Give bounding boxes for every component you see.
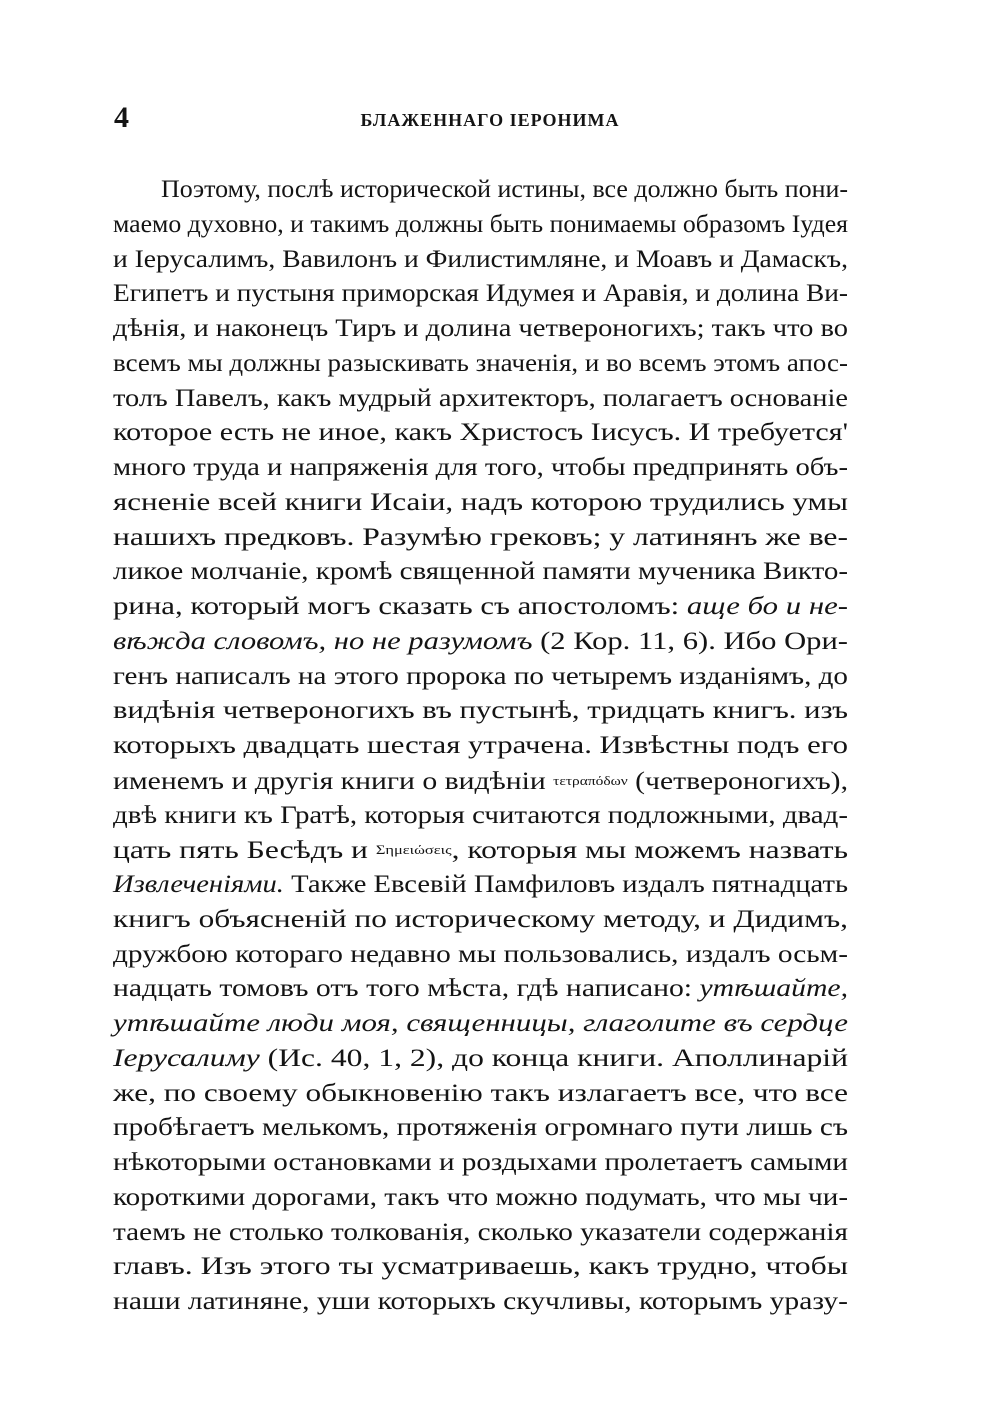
text-segment: Египетъ и пустыня приморская Идумея и Аравія, и долина Ви- (113, 280, 848, 308)
text-line (113, 833, 848, 868)
text-segment: рина, который могъ сказать съ апостоломъ: (113, 593, 687, 620)
text-line (113, 451, 848, 486)
text-segment: Поэтому, послѣ исторической истины, все должно быть пони- (161, 176, 848, 203)
italic-quote: утѣшайте люди моя, священницы, глаголите въ сердце (113, 1010, 848, 1037)
text-segment: маемо духовно, и такимъ должны быть понимаемы образомъ Iудея (113, 210, 849, 238)
text-line (113, 972, 848, 1007)
text-line (113, 277, 848, 312)
text-segment: которыхъ двадцать шестая утрачена. Извѣстны подъ его (113, 732, 848, 759)
text-segment: толъ Павелъ, какъ мудрый архитекторъ, полагаетъ основаніе (113, 384, 848, 412)
text-segment: дѣнія, и наконецъ Тиръ и долина четвероногихъ; такъ что во (113, 315, 848, 342)
text-line (113, 347, 848, 382)
text-segment: же, по своему обыкновенію такъ излагаетъ все, что все (113, 1079, 848, 1107)
text-line (113, 1077, 848, 1112)
text-line (113, 694, 848, 729)
text-segment: (четвероногихъ), (627, 767, 848, 795)
text-segment: всемъ мы должны разыскивать значенія, и во всемъ этомъ апос- (113, 349, 848, 377)
italic-quote: Iерусалиму (113, 1044, 260, 1072)
text-line (113, 590, 848, 625)
text-line (113, 1181, 848, 1216)
text-line (113, 938, 848, 973)
text-segment: цать пять Бесѣдъ и (113, 837, 376, 865)
text-line (113, 486, 848, 521)
italic-quote: утѣшайте, (699, 975, 848, 1003)
text-line (113, 521, 848, 556)
text-segment: именемъ и другія книги о видѣніи (113, 767, 554, 795)
text-segment: (2 Кор. 11, 6). Ибо Ори- (532, 627, 848, 655)
text-segment: которое есть не иное, какъ Христосъ Iисусъ. И требуется' (113, 419, 848, 447)
text-line (113, 799, 848, 834)
text-segment: ликое молчаніе, кромѣ священной памяти мученика Викто- (113, 558, 848, 586)
text-line (113, 660, 848, 695)
text-segment: (Ис. 40, 1, 2), до конца книги. Аполлинарій (259, 1044, 848, 1072)
text-segment: книгъ объясненій по историческому методу, и Дидимъ, (113, 905, 848, 933)
text-line (113, 1111, 848, 1146)
text-segment: таемъ не столько толкованія, сколько указатели содержанія (113, 1218, 848, 1246)
text-line (113, 1250, 848, 1285)
text-line (113, 625, 848, 660)
text-line (113, 764, 848, 799)
italic-quote: Извлеченіями. (113, 871, 284, 898)
text-segment: Также Евсевій Памфиловъ издалъ пятнадцать (283, 871, 848, 898)
text-segment: видѣнія четвероногихъ въ пустынѣ, тридцать книгъ. изъ (113, 697, 849, 725)
text-segment: дружбою котораго недавно мы пользовались, издалъ осьм- (113, 940, 848, 968)
text-line (113, 416, 848, 451)
text-line (113, 868, 848, 903)
text-segment: нашихъ предковъ. Разумѣю грековъ; у латинянъ же ве- (113, 523, 849, 551)
text-segment: наши латиняне, уши которыхъ скучливы, которымъ уразу- (113, 1288, 849, 1315)
greek-term: Σημειώσεις (375, 842, 452, 858)
text-line (113, 382, 848, 417)
italic-quote: аще бо и не- (686, 593, 848, 620)
text-segment: нѣкоторыми остановками и роздыхами пролетаетъ самыми (113, 1149, 848, 1176)
text-segment: , которыя мы можемъ назвать (451, 837, 848, 865)
text-line (113, 312, 848, 347)
text-line (113, 1042, 848, 1077)
body-text (113, 173, 848, 1320)
text-segment: и Iерусалимъ, Вавилонъ и Филистимляне, и Моавъ и Дамаскъ, (113, 245, 848, 273)
text-line (113, 1146, 848, 1181)
running-title: БЛАЖЕННАГО IЕРОНИМА (360, 110, 620, 130)
italic-quote: вѣжда словомъ, но не разумомъ (113, 627, 533, 655)
text-line (113, 208, 848, 243)
text-line (113, 243, 848, 278)
text-line (113, 729, 848, 764)
text-line (113, 1216, 848, 1251)
text-segment: много труда и напряженія для того, чтобы предпринять объ- (113, 454, 848, 481)
greek-term: τετραπόδων (553, 772, 628, 788)
text-line (113, 173, 848, 208)
text-segment: короткими дорогами, такъ что можно подумать, что мы чи- (113, 1183, 848, 1211)
text-line (113, 1007, 848, 1042)
text-segment: пробѣгаетъ мелькомъ, протяженія огромнаго пути лишь съ (113, 1114, 848, 1142)
text-segment: надцать томовъ отъ того мѣста, гдѣ написано: (113, 975, 700, 1003)
text-segment: главъ. Изъ этого ты усматриваешь, какъ трудно, чтобы (113, 1253, 848, 1281)
text-segment: ясненіе всей книги Исаіи, надъ которою трудились умы (113, 488, 848, 516)
text-segment: двѣ книги къ Гратѣ, которыя считаются подложными, двад- (113, 801, 848, 829)
page-number: 4 (114, 101, 129, 134)
text-segment: генъ написалъ на этого пророка по четыремъ изданіямъ, до (113, 662, 848, 690)
text-line (113, 1285, 848, 1320)
text-line (113, 903, 848, 938)
text-line (113, 555, 848, 590)
